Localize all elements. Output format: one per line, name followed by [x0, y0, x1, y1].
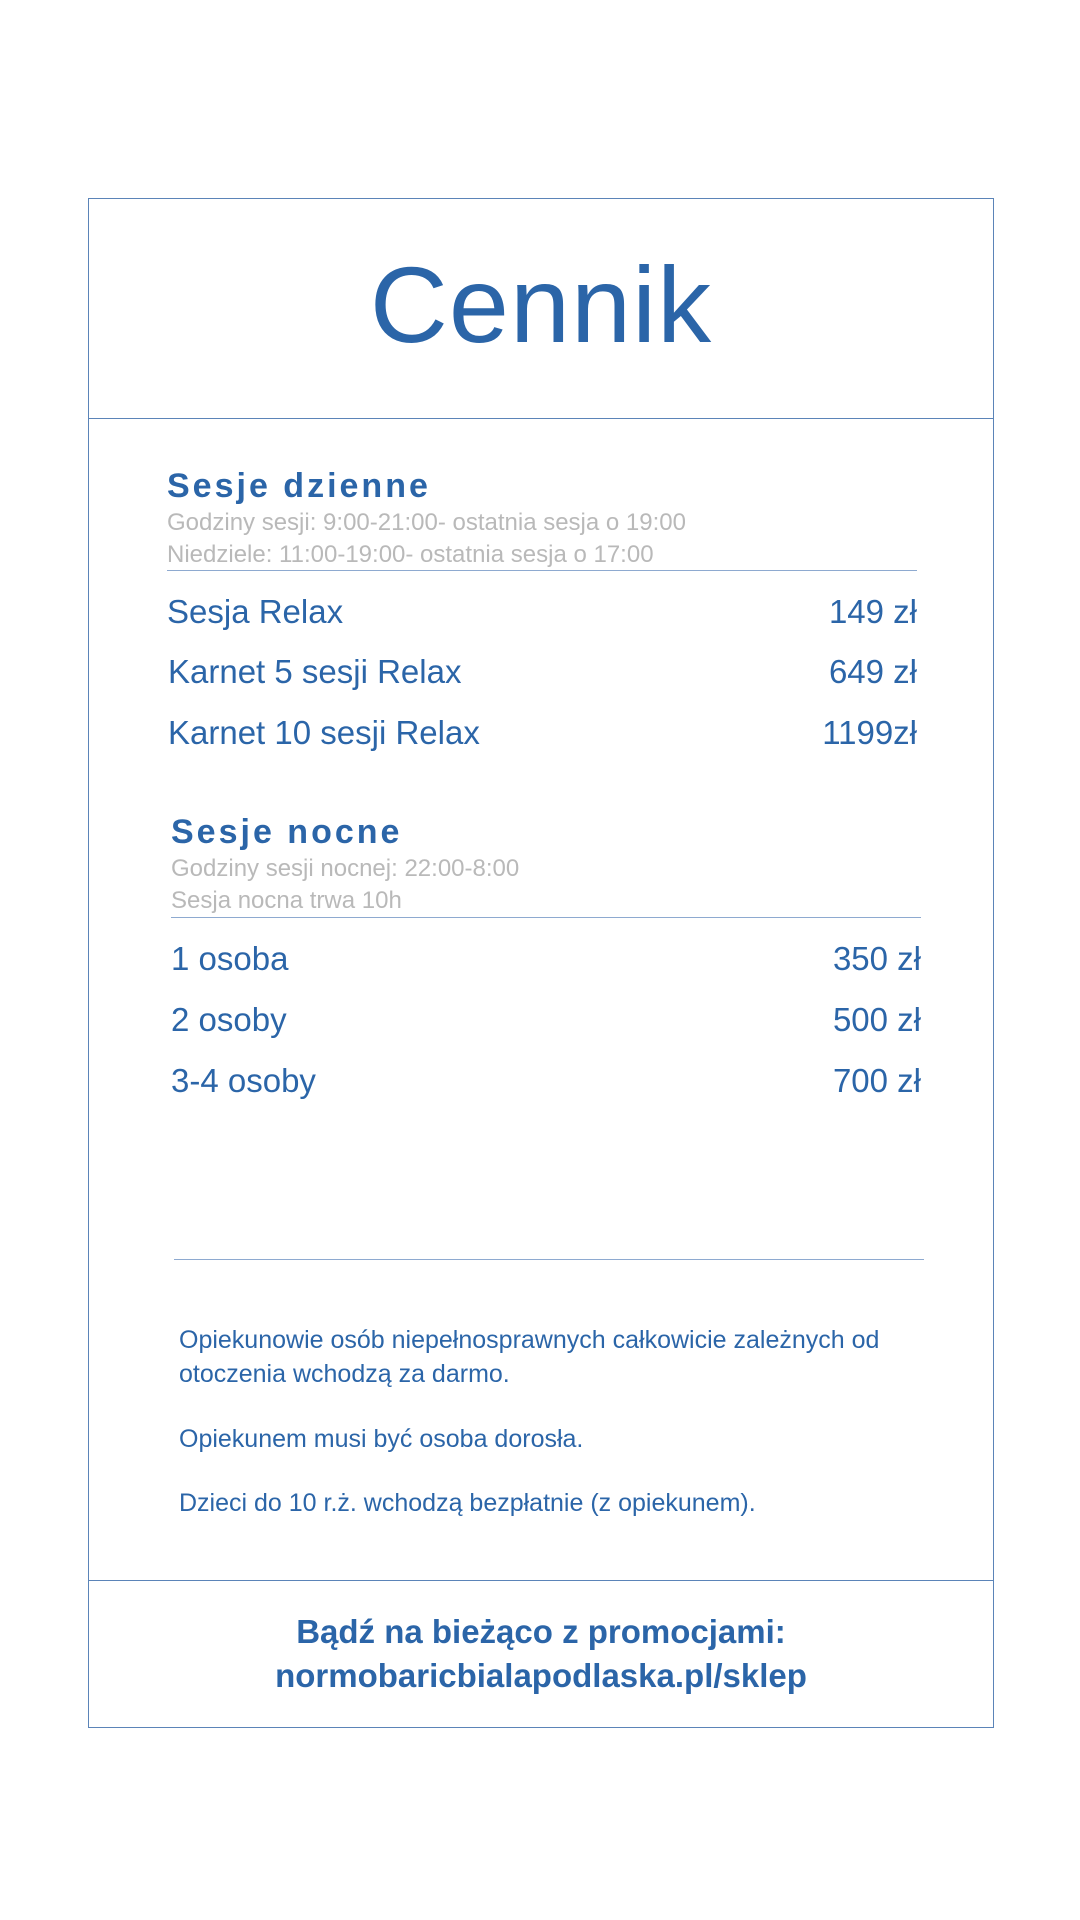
caregiver-note: Opiekunowie osób niepełnosprawnych całkowicie zależnych od otoczenia wchodzą za darmo. [179, 1326, 880, 1388]
price-row-value: 350 zł [832, 940, 921, 977]
night-sessions-heading: Sesje nocne [171, 813, 403, 851]
price-row-value: 700 zł [832, 1062, 921, 1099]
price-row [171, 1001, 921, 1045]
day-hours-note: Godziny sesji: 9:00-21:00- ostatnia sesja o 19:00 [167, 509, 686, 536]
night-hours-note: Godziny sesji nocnej: 22:00-8:00 [171, 855, 520, 882]
promo-text: Bądź na bieżąco z promocjami: [296, 1613, 786, 1650]
price-row-value: 1199zł [822, 714, 917, 751]
price-row [171, 940, 921, 984]
page-title: Cennik [369, 244, 713, 365]
price-row-label: Karnet 10 sesji Relax [168, 714, 480, 751]
adult-caregiver-note: Opiekunem musi być osoba dorosła. [179, 1425, 584, 1453]
children-note-block [179, 1486, 899, 1520]
price-row [168, 714, 917, 758]
night-divider [171, 917, 921, 918]
info-divider [174, 1259, 924, 1260]
price-row-label: 2 osoby [171, 1001, 287, 1038]
price-row-value: 500 zł [832, 1001, 921, 1038]
day-divider [167, 570, 917, 571]
price-row-label: Sesja Relax [167, 593, 344, 630]
price-row-value: 149 zł [828, 593, 917, 630]
title-band [89, 199, 993, 419]
footer-band [89, 1580, 993, 1727]
info-notes [179, 1323, 899, 1391]
sunday-hours-note: Niedziele: 11:00-19:00- ostatnia sesja o 17:00 [167, 541, 654, 568]
price-row-value: 649 zł [828, 653, 917, 690]
night-duration-note: Sesja nocna trwa 10h [171, 887, 402, 914]
day-sessions-heading: Sesje dzienne [167, 467, 431, 505]
price-row-label: 1 osoba [171, 940, 289, 977]
price-list-card [88, 198, 994, 1728]
adult-caregiver-note-block [179, 1422, 899, 1456]
price-row-label: 3-4 osoby [171, 1062, 316, 1099]
shop-link[interactable]: normobaricbialapodlaska.pl/sklep [275, 1657, 807, 1694]
price-row [168, 653, 917, 697]
children-free-note: Dzieci do 10 r.ż. wchodzą bezpłatnie (z opiekunem). [179, 1489, 756, 1517]
price-row-label: Karnet 5 sesji Relax [168, 653, 462, 690]
price-row [171, 1062, 921, 1106]
price-row [167, 593, 917, 637]
